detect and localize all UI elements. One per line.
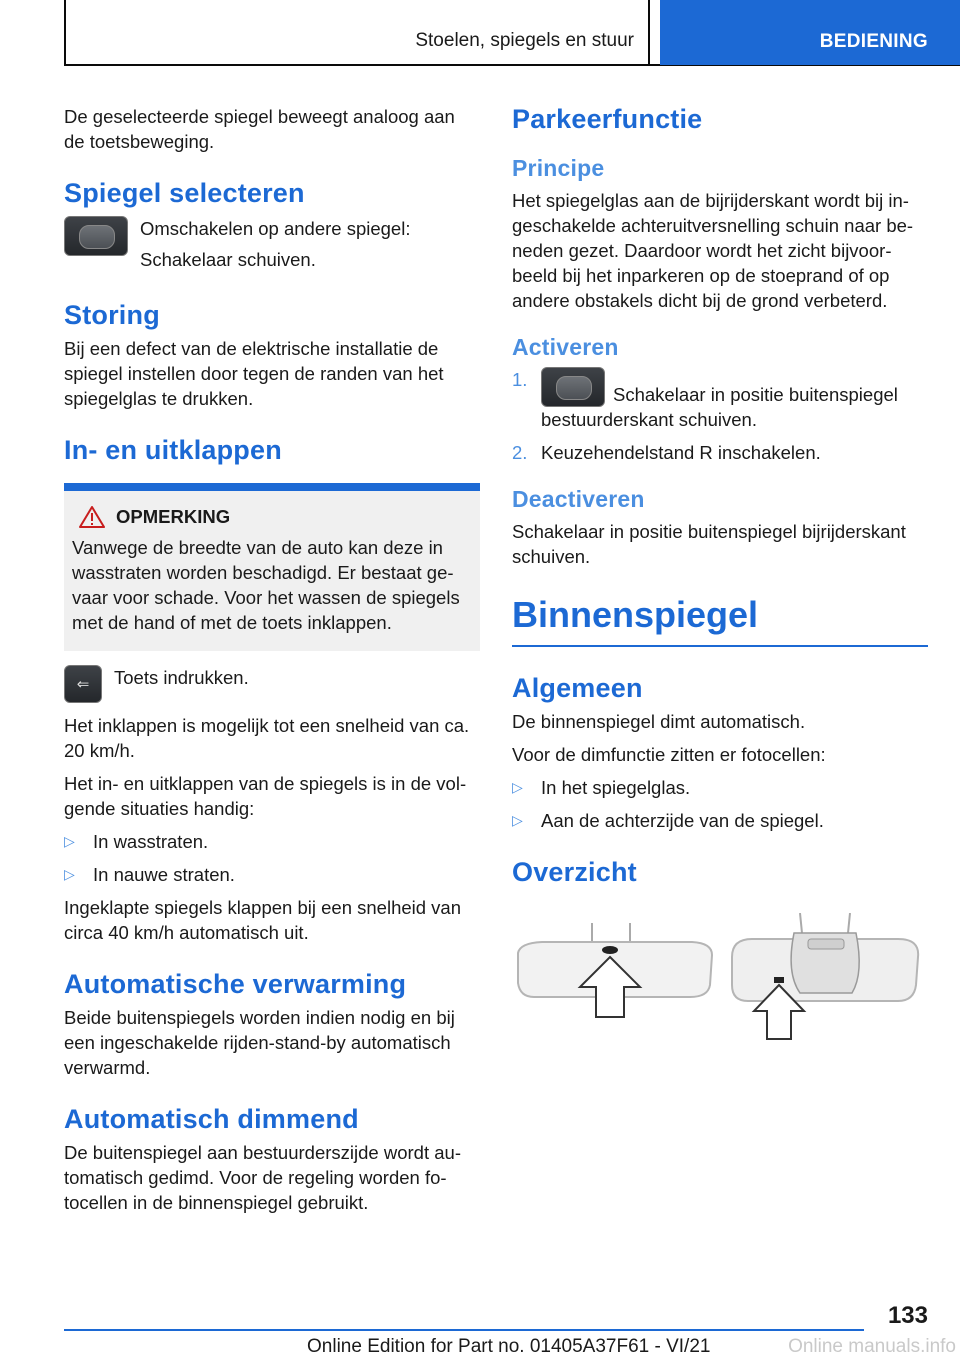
heading-in-uitklappen: In- en uitklappen (64, 435, 282, 465)
list-item: ▷ In het spiegelglas. (512, 777, 691, 798)
warning-bar (64, 483, 480, 491)
step-item: 2. Keuzehendelstand R inschakelen. (512, 442, 821, 463)
select-instruction (64, 216, 480, 278)
fold-mirror-button-icon: ⇐ (64, 665, 102, 703)
section-label: BEDIENING (819, 31, 928, 52)
heading-algemeen: Algemeen (512, 673, 643, 703)
heading-automatisch-dimmend: Automatisch dimmend (64, 1104, 359, 1134)
fold-instruction (64, 665, 480, 703)
list-item: ▷ In wasstraten. (64, 831, 209, 852)
triangle-bullet-icon: ▷ (64, 866, 75, 882)
rearview-mirror-figure (512, 913, 928, 1043)
footer-watermark: Online manuals.info (788, 1336, 956, 1357)
warning-text: Vanwege de breedte van de auto kan deze in wasstraten worden beschadigd. Er bestaat gevaar voor schade. Voor het wassen de spiegels met de hand of met de toets inklappen. (72, 537, 460, 633)
photocell-list (512, 775, 928, 833)
heading-overzicht: Overzicht (512, 857, 637, 887)
warning-title: OPMERKING (116, 506, 231, 527)
algemeen-paragraph-1: De binnenspiegel dimt automatisch. (512, 711, 806, 732)
fold-situations-list (64, 829, 480, 887)
heading-spiegel-selecteren: Spiegel selecteren (64, 178, 305, 208)
algemeen-paragraph-2: Voor de dimfunctie zitten er fotocellen: (512, 744, 826, 765)
warning-box (64, 491, 480, 651)
page-number: 133 (887, 1302, 928, 1329)
footer-edition: Online Edition for Part no. 01405A37F61 - VI/21 (307, 1336, 711, 1357)
triangle-bullet-icon: ▷ (64, 833, 75, 849)
fold-paragraph-1: Het inklappen is mogelijk tot een snelheid van ca. 20 km/h. (64, 715, 470, 761)
rearview-mirror-illustration (512, 913, 928, 1043)
triangle-bullet-icon: ▷ (512, 812, 523, 828)
dim-text: De buitenspiegel aan bestuurderszijde wordt automatisch gedimd. Voor de regeling worden fotocellen in de binnenspiegel gebruikt. (64, 1142, 461, 1213)
list-item: ▷ Aan de achterzijde van de spiegel. (512, 810, 824, 831)
chapter-title: Stoelen, spiegels en stuur (415, 30, 634, 51)
heading-storing: Storing (64, 300, 160, 330)
heat-text: Beide buitenspiegels worden indien nodig en bij een ingeschakelde rijden-stand-by automatisch verwarmd. (64, 1007, 455, 1078)
header-chapter-box (64, 0, 650, 65)
heading-principe: Principe (512, 155, 605, 181)
heading-parkeerfunctie: Parkeerfunctie (512, 104, 703, 134)
principe-text: Het spiegelglas aan de bijrijderskant wordt bij ingeschakelde achteruitversnelling schuin naar beneden gezet. Daardoor wordt het zicht bijvoorbeeld bij het inparkeren op de stoeprand of op andere obstakels dicht bij de grond verbeterd. (512, 190, 914, 311)
left-column (64, 104, 480, 1223)
right-column (512, 104, 928, 1043)
intro-text: De geselecteerde spiegel beweegt analoog aan de toetsbeweging. (64, 106, 455, 152)
list-item: ▷ In nauwe straten. (64, 864, 235, 885)
fold-paragraph-2: Het in- en uitklappen van de spiegels is in de volgende situaties handig: (64, 773, 467, 819)
heading-automatische-verwarming: Automatische verwarming (64, 969, 407, 999)
fold-button-text: Toets indrukken. (114, 667, 249, 688)
select-line-1: Omschakelen op andere spiegel: (140, 218, 411, 239)
footer-rule (64, 1329, 864, 1331)
mirror-switch-icon (541, 367, 605, 407)
activate-steps (512, 367, 928, 465)
heading-binnenspiegel: Binnenspiegel (512, 595, 928, 647)
deactiveren-text: Schakelaar in positie buitenspiegel bijrijderskant schuiven. (512, 521, 906, 567)
heading-deactiveren: Deactiveren (512, 486, 645, 512)
step-item: 1. Schakelaar in positie buitenspiegel bestuurderskant schuiven. (512, 369, 898, 430)
mirror-switch-icon (64, 216, 128, 256)
triangle-bullet-icon: ▷ (512, 779, 523, 795)
storing-text: Bij een defect van de elektrische installatie de spiegel instellen door tegen de randen van het spiegelglas te drukken. (64, 338, 444, 409)
fold-paragraph-3: Ingeklapte spiegels klappen bij een snelheid van circa 40 km/h automatisch uit. (64, 897, 462, 943)
section-tab (660, 0, 960, 65)
warning-triangle-icon (78, 505, 106, 529)
select-line-2: Schakelaar schuiven. (140, 249, 316, 270)
heading-activeren: Activeren (512, 334, 619, 360)
